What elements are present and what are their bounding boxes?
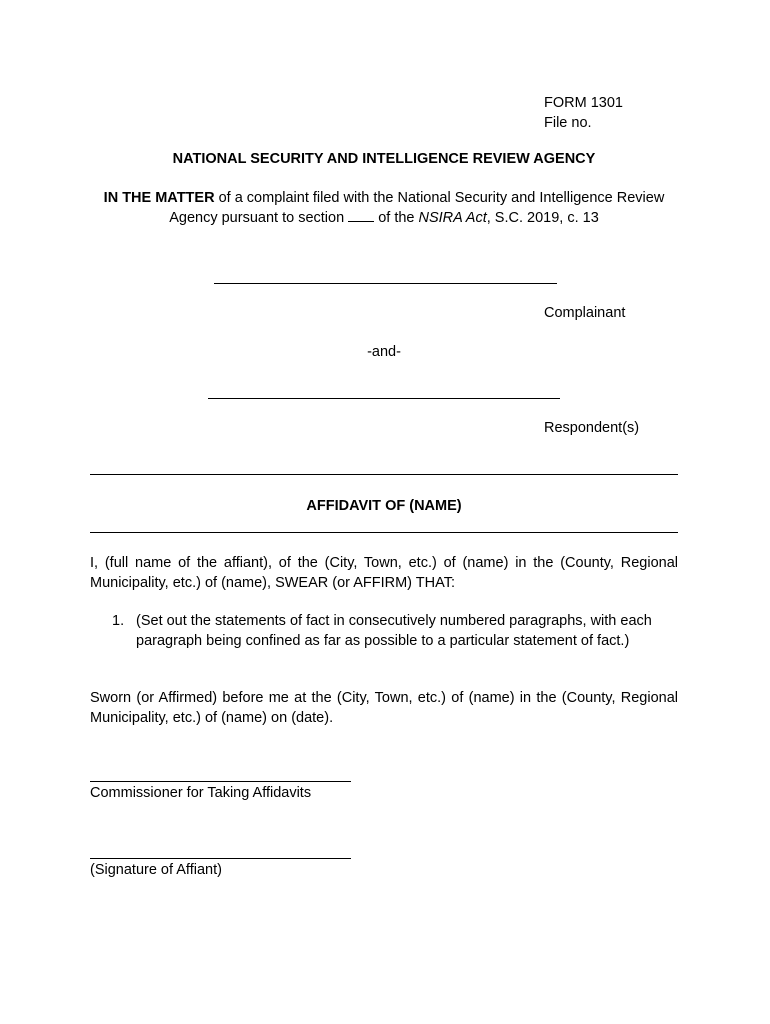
commissioner-signature-line <box>90 781 351 782</box>
title-rule-bottom <box>90 532 678 533</box>
form-number: FORM 1301 <box>544 95 623 111</box>
intro-paragraph: I, (full name of the affiant), of the (City, Town, etc.) of (name) in the (County, Regional Municipality, etc.) of (name), SWEAR (or AFFIRM) THAT: <box>90 555 678 591</box>
form-header <box>544 93 623 133</box>
act-name: NSIRA Act <box>418 210 487 226</box>
commissioner-label: Commissioner for Taking Affidavits <box>90 785 312 801</box>
and-separator: -and- <box>367 344 401 360</box>
affidavit-title: AFFIDAVIT OF (NAME) <box>306 498 462 514</box>
affiant-signature-line <box>90 858 351 859</box>
matter-lead: IN THE MATTER <box>103 190 215 206</box>
matter-text-1: of a complaint filed with the National Security and Intelligence Review Agency pursuant to section <box>169 190 665 226</box>
sworn-paragraph: Sworn (or Affirmed) before me at the (City, Town, etc.) of (name) in the (County, Regional Municipality, etc.) of (name) on (date). <box>90 690 678 726</box>
section-blank <box>348 209 374 222</box>
respondent-name-line <box>208 398 560 399</box>
matter-text-3: , S.C. 2019, c. 13 <box>486 210 599 226</box>
affiant-label: (Signature of Affiant) <box>90 862 222 878</box>
statement-text: (Set out the statements of fact in consecutively numbered paragraphs, with each paragraph being confined as far as possible to a particular statement of fact.) <box>136 613 652 649</box>
title-rule-top <box>90 474 678 475</box>
matter-text-2: of the <box>374 210 419 226</box>
agency-title: NATIONAL SECURITY AND INTELLIGENCE REVIEW AGENCY <box>172 151 596 167</box>
statement-number: 1. <box>112 613 125 629</box>
complainant-label: Complainant <box>544 305 626 321</box>
file-number-label: File no. <box>544 115 592 131</box>
matter-statement <box>90 188 678 228</box>
respondent-label: Respondent(s) <box>544 420 640 436</box>
complainant-name-line <box>214 283 557 284</box>
